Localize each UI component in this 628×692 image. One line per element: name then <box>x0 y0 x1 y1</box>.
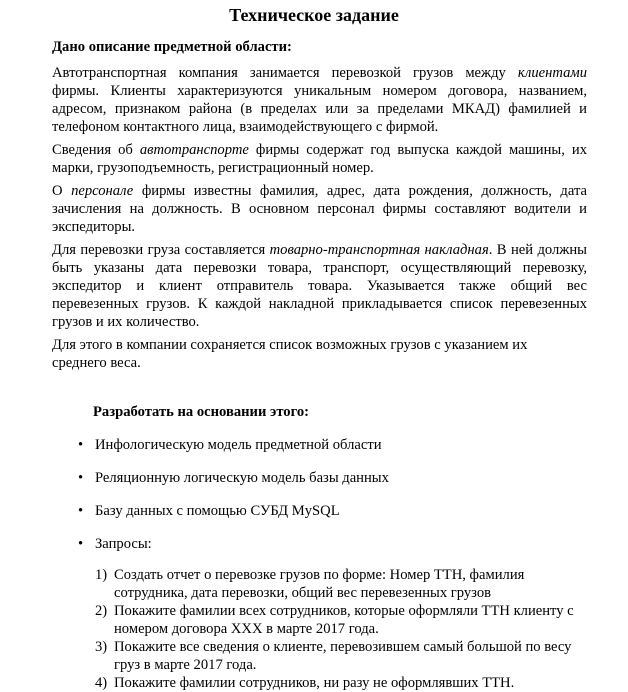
paragraph-waybill <box>52 241 587 331</box>
bullet-text: Запросы: <box>95 536 152 552</box>
paragraph-transport <box>52 141 587 177</box>
paragraph-personnel <box>52 182 587 236</box>
bullet-item <box>78 469 587 487</box>
paragraph-clients <box>52 64 587 136</box>
task-heading: Разработать на основании этого: <box>93 404 310 420</box>
query-text: Покажите фамилии сотрудников, ни разу не оформлявших ТТН. <box>114 675 515 691</box>
emphasis: клиентами <box>517 65 587 81</box>
text: Для этого в компании сохраняется список возможных грузов с указанием их среднего веса. <box>52 337 528 371</box>
paragraph-cargo-list <box>52 336 587 372</box>
query-item <box>95 602 577 638</box>
query-text: Покажите фамилии всех сотрудников, которые оформляли ТТН клиенту с номером договора XXX в марте 2017 года. <box>114 603 574 637</box>
query-number: 1) <box>95 567 108 583</box>
document-title: Техническое задание <box>229 5 399 25</box>
bullet-item <box>78 535 587 553</box>
bullet-item <box>78 436 587 454</box>
query-number: 3) <box>95 639 108 655</box>
query-number: 4) <box>95 675 108 691</box>
text: Сведения об <box>52 142 140 158</box>
query-item <box>95 638 577 674</box>
bullet-text: Реляционную логическую модель базы данных <box>95 470 389 486</box>
text: фирмы известны фамилия, адрес, дата рождения, должность, дата зачисления на должность. В основном персонал фирмы составляют водители и экспедиторы. <box>52 183 587 235</box>
text: фирмы содержат год выпуска каждой машины, их марки, грузоподъемность, регистрационный номер. <box>52 142 588 176</box>
bullet-icon: • <box>78 536 84 552</box>
query-text: Создать отчет о перевозке грузов по форме: Номер ТТН, фамилия сотрудника, дата перевозки, общий вес перевезенных грузов <box>114 567 525 601</box>
text: Автотранспортная компания занимается перевозкой грузов между <box>52 65 518 81</box>
bullet-text: Инфологическую модель предметной области <box>95 437 382 453</box>
bullet-icon: • <box>78 503 84 519</box>
query-list <box>95 566 587 692</box>
text: О <box>52 183 72 199</box>
bullet-item <box>78 502 587 520</box>
emphasis: автотранспорте <box>139 142 249 158</box>
query-item <box>95 674 577 692</box>
section-heading: Дано описание предметной области: <box>52 39 292 55</box>
bullet-text: Базу данных с помощью СУБД MySQL <box>95 503 340 519</box>
query-text: Покажите все сведения о клиенте, перевозившем самый большой по весу груз в марте 2017 года. <box>114 639 572 673</box>
text: . В ней должны быть указаны дата перевозки товара, транспорт, осуществляющий перевозку, экспедитор и клиент отправитель товара. Указывается также общий вес перевезенных грузов. К каждой накладной прикладывается список перевезенных грузов и их количество. <box>52 242 587 330</box>
emphasis: персонале <box>71 183 134 199</box>
query-item <box>95 566 577 602</box>
bullet-icon: • <box>78 437 84 453</box>
text: фирмы. Клиенты характеризуются уникальным номером договора, названием, адресом, признаком района (в пределах или за пределами МКАД) фамилией и телефоном контактного лица, взаимодействующего с фирмой. <box>52 83 587 135</box>
query-number: 2) <box>95 603 108 619</box>
bullet-icon: • <box>78 470 84 486</box>
emphasis: товарно-транспортная накладная <box>269 242 489 258</box>
text: Для перевозки груза составляется <box>52 242 270 258</box>
